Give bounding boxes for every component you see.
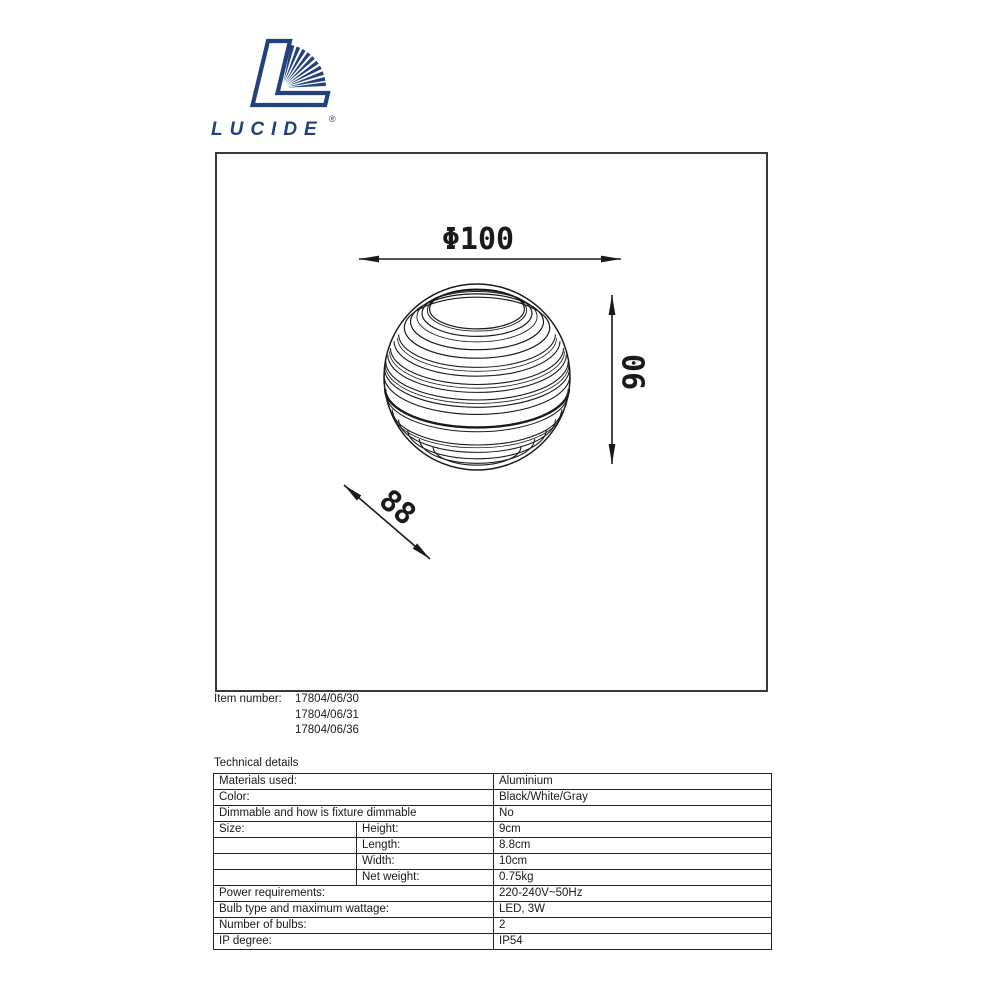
technical-details-heading: Technical details <box>214 757 299 769</box>
spec-label-cell: Power requirements: <box>214 886 494 902</box>
spec-label-cell <box>214 838 357 854</box>
spec-value-cell: 10cm <box>494 854 772 870</box>
spec-value-cell: 9cm <box>494 822 772 838</box>
table-row <box>214 822 772 838</box>
spec-value-cell: LED, 3W <box>494 902 772 918</box>
spec-label-cell: Dimmable and how is fixture dimmable <box>214 806 494 822</box>
table-row <box>214 870 772 886</box>
table-row <box>214 918 772 934</box>
spec-label-cell: Materials used: <box>214 774 494 790</box>
height-dimension-arrow <box>612 295 653 464</box>
technical-details-table <box>213 773 772 950</box>
spec-label-cell <box>214 854 357 870</box>
table-row <box>214 774 772 790</box>
registered-trademark: ® <box>329 114 336 124</box>
item-number-value: 17804/06/30 <box>295 693 359 705</box>
table-row <box>214 934 772 950</box>
spec-sublabel-cell: Net weight: <box>357 870 494 886</box>
table-row <box>214 854 772 870</box>
spec-value-cell: No <box>494 806 772 822</box>
spec-value-cell: 8.8cm <box>494 838 772 854</box>
lucide-logo <box>208 36 348 141</box>
spec-value-cell: 2 <box>494 918 772 934</box>
table-row <box>214 902 772 918</box>
spec-label-cell <box>214 870 357 886</box>
spec-sublabel-cell: Length: <box>357 838 494 854</box>
diameter-dimension-arrow <box>359 222 621 259</box>
sphere-lamp-illustration <box>384 284 570 470</box>
item-number-value: 17804/06/31 <box>295 708 359 721</box>
item-number-list <box>295 692 359 739</box>
spec-label-cell: IP degree: <box>214 934 494 950</box>
spec-value-cell: 0.75kg <box>494 870 772 886</box>
item-number-label: Item number: <box>214 693 282 705</box>
table-row <box>214 886 772 902</box>
spec-value-cell: IP54 <box>494 934 772 950</box>
brand-name: LUCIDE <box>211 119 324 140</box>
spec-value-cell: Aluminium <box>494 774 772 790</box>
spec-sublabel-cell: Width: <box>357 854 494 870</box>
spec-label-cell: Size: <box>214 822 357 838</box>
lamp-drawing <box>217 154 766 690</box>
technical-drawing-box <box>215 152 768 692</box>
spec-sublabel-cell: Height: <box>357 822 494 838</box>
height-dimension-label: 90 <box>617 353 653 391</box>
item-number-block <box>214 692 359 739</box>
spec-label-cell: Color: <box>214 790 494 806</box>
spec-value-cell: Black/White/Gray <box>494 790 772 806</box>
spec-label-cell: Bulb type and maximum wattage: <box>214 902 494 918</box>
depth-dimension-label: 88 <box>372 482 423 533</box>
item-number-value: 17804/06/36 <box>295 724 359 737</box>
lucide-logo-mark-icon <box>253 41 328 105</box>
diameter-dimension-label: Φ100 <box>441 222 515 257</box>
spec-label-cell: Number of bulbs: <box>214 918 494 934</box>
table-row <box>214 790 772 806</box>
depth-dimension-arrow <box>344 483 430 559</box>
table-row <box>214 806 772 822</box>
spec-value-cell: 220-240V~50Hz <box>494 886 772 902</box>
table-row <box>214 838 772 854</box>
